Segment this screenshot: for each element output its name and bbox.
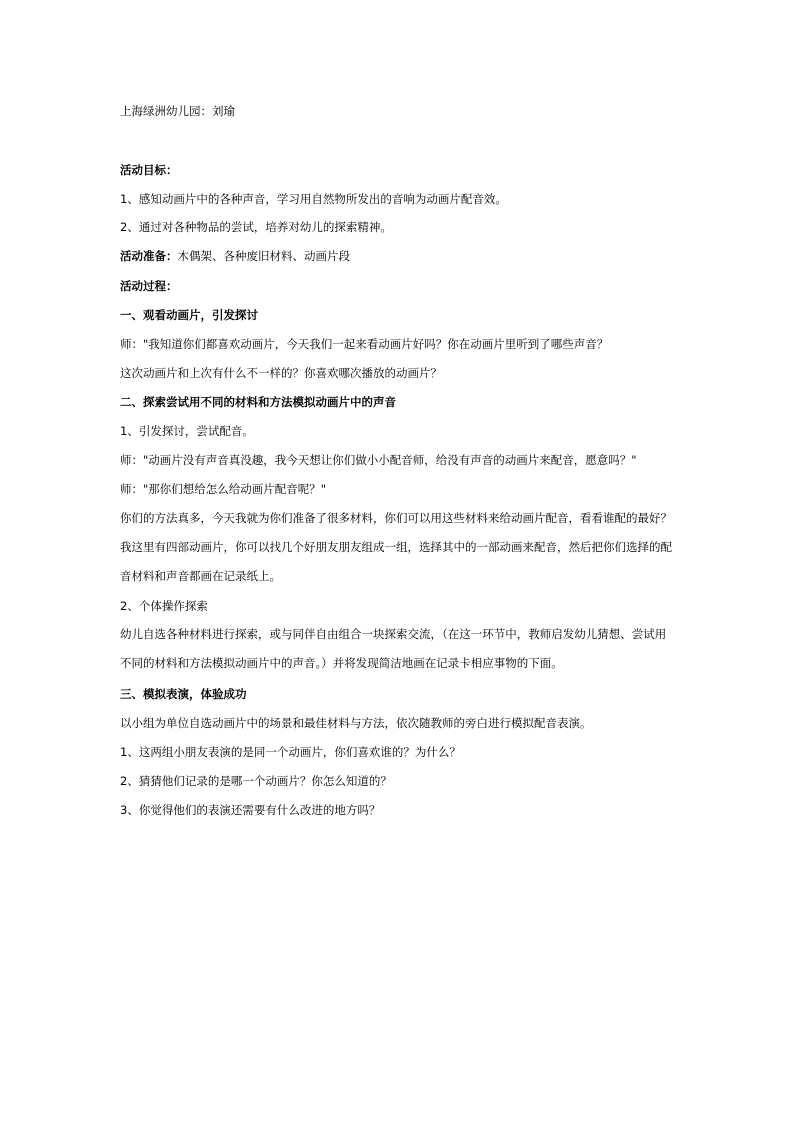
goals-heading: 活动目标： <box>120 163 178 177</box>
part3-intro: 以小组为单位自选动画片中的场景和最佳材料与方法，依次随教师的旁白进行模拟配音表演。 <box>120 716 592 730</box>
author-line: 上海绿洲幼儿园：刘瑜 <box>120 104 235 118</box>
part3-item-1: 1、这两组小朋友表演的是同一个动画片，你们喜欢谁的？为什么？ <box>120 745 461 759</box>
part1-line-1: 师："我知道你们都喜欢动画片，今天我们一起来看动画片好吗？你在动画片里听到了哪些声音？ <box>120 337 609 351</box>
part2-heading: 二、探索尝试用不同的材料和方法模拟动画片中的声音 <box>120 395 396 409</box>
preparation-text: 木偶架、各种废旧材料、动画片段 <box>177 249 350 263</box>
preparation-line <box>120 248 350 264</box>
process-heading: 活动过程： <box>120 279 178 293</box>
part2-step-1: 1、引发探讨，尝试配音。 <box>120 424 254 438</box>
part2-paragraph-2: 幼儿自选各种材料进行探索，或与同伴自由组合一块探索交流，（在这一环节中，教师启发幼儿猜想、尝试用不同的材料和方法模拟动画片中的声音。）并将发现简洁地画在记录卡相应事物的下面。 <box>120 627 667 670</box>
goal-item-1: 1、感知动画片中的各种声音，学习用自然物所发出的音响为动画片配音效。 <box>120 192 507 206</box>
part3-heading: 三、模拟表演，体验成功 <box>120 687 247 701</box>
part3-item-2: 2、猜猜他们记录的是哪一个动画片？你怎么知道的？ <box>120 774 392 788</box>
goal-item-2: 2、通过对各种物品的尝试，培养对幼儿的探索精神。 <box>120 220 392 234</box>
part2-step-2: 2、个体操作探索 <box>120 599 208 613</box>
part3-item-3: 3、你觉得他们的表演还需要有什么改进的地方吗？ <box>120 803 381 817</box>
part2-paragraph-1: 你们的方法真多，今天我就为你们准备了很多材料，你们可以用这些材料来给动画片配音，看看谁配的最好？我这里有四部动画片，你可以找几个好朋友朋友组成一组，选择其中的一部动画来配音，然后把你们选择的配音材料和声音都画在记录纸上。 <box>120 511 672 583</box>
part1-heading: 一、观看动画片，引发探讨 <box>120 308 258 322</box>
part2-quote-2: 师："那你们想给怎么给动画片配音呢？" <box>120 482 327 496</box>
preparation-label: 活动准备： <box>120 249 178 263</box>
part2-quote-1: 师："动画片没有声音真没趣，我今天想让你们做小小配音师，给没有声音的动画片来配音，愿意吗？" <box>120 453 637 467</box>
part1-line-2: 这次动画片和上次有什么不一样的？你喜欢哪次播放的动画片？ <box>120 366 442 380</box>
